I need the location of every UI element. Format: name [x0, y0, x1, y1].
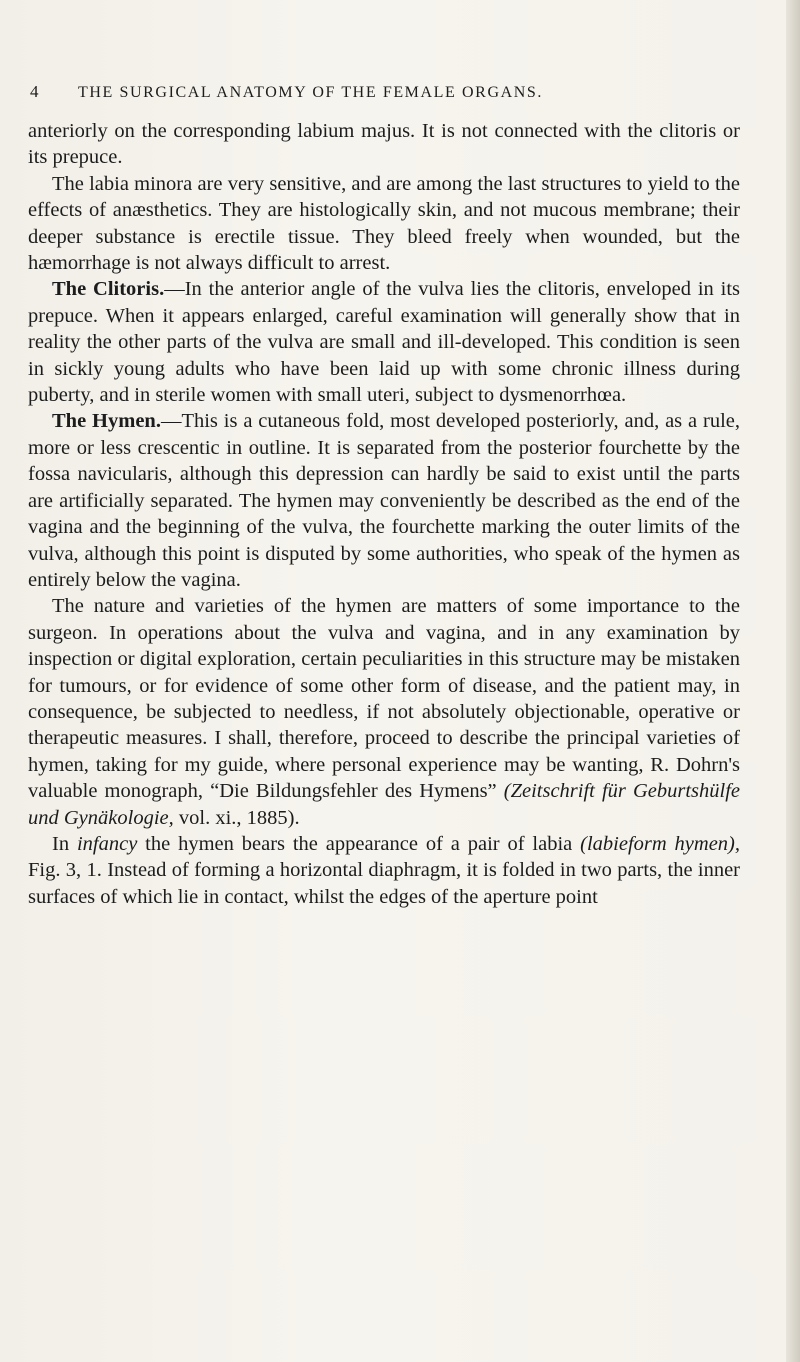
paragraph-text: —This is a cutaneous fold, most developed posteriorly, and, as a rule, more or less crescentic in outline. It is separated from the posterior fourchette by the fossa navicularis, although this depression can hardly be said to exist until the parts are artificially separated. The hymen may conveniently be described as the end of the vagina and the beginning of the vulva, the fourchette marking the outer limits of the vulva, although this point is disputed by some authorities, who speak of the hymen as entirely below the vagina. [28, 410, 741, 591]
paragraph-hymen [28, 408, 740, 593]
paragraph-text: the hymen bears the appearance of a pair of labia [137, 832, 581, 855]
running-head: THE SURGICAL ANATOMY OF THE FEMALE ORGANS. [78, 84, 544, 101]
page-edge [786, 0, 800, 1362]
section-heading: The Clitoris. [52, 278, 165, 301]
paragraph-6 [28, 831, 740, 910]
paragraph-1 [28, 118, 740, 171]
body-text [28, 118, 740, 910]
italic-reference: (Zeitschrift für Geburtshülfe und Gynäkologie, [28, 780, 740, 829]
paragraph-5 [28, 593, 740, 831]
paragraph-text: anteriorly on the corresponding labium majus. It is not connected with the clitoris or its prepuce. [28, 120, 740, 169]
paragraph-clitoris [28, 276, 740, 408]
section-heading: The Hymen. [52, 410, 161, 433]
italic-term: infancy [76, 832, 138, 855]
paragraph-text: Fig. 3, 1. Instead of forming a horizontal diaphragm, it is folded in two parts, the inner surfaces of which lie in contact, whilst the edges of the aperture point [28, 859, 740, 908]
page-header [30, 82, 730, 102]
paragraph-text: vol. xi., 1885). [173, 806, 300, 829]
page-number: 4 [30, 82, 41, 101]
paragraph-text: The labia minora are very sensitive, and are among the last structures to yield to the effects of anæsthetics. They are histologically skin, and not mucous membrane; their deeper substance is erectile tissue. They bleed freely when wounded, but the hæmorrhage is not always difficult to arrest. [28, 172, 740, 275]
paragraph-text: In [52, 832, 77, 855]
paragraph-text: —In the anterior angle of the vulva lies the clitoris, enveloped in its prepuce. When it appears enlarged, careful examination will generally show that in reality the other parts of the vulva are small and ill-developed. This condition is seen in sickly young adults who have been laid up with some chronic illness during puberty, and in sterile women with small uteri, subject to dysmenorrhœa. [28, 278, 740, 407]
paragraph-2 [28, 171, 740, 277]
italic-term: (labieform hymen), [580, 832, 740, 855]
paragraph-text: The nature and varieties of the hymen are matters of some importance to the surgeon. In operations about the vulva and vagina, and in any examination by inspection or digital exploration, certain peculiarities in this structure may be mistaken for tumours, or for evidence of some other form of disease, and the patient may, in consequence, be subjected to needless, if not absolutely objectionable, operative or therapeutic measures. I shall, therefore, proceed to describe the principal varieties of hymen, taking for my guide, where personal experience may be wanting, R. Dohrn's valuable monograph, “Die Bildungsfehler des Hymens” [28, 595, 740, 803]
